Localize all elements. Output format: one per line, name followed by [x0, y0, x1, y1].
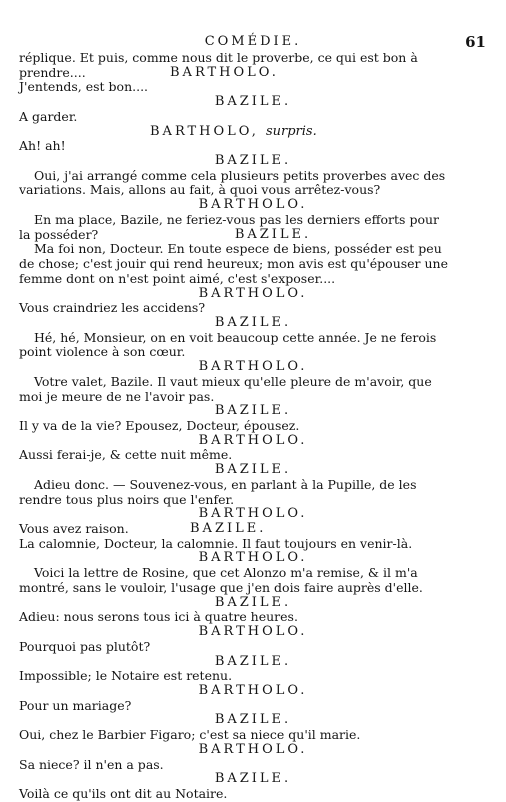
dialogue-line: femme dont on n'est point aimé, c'est s'exposer....: [19, 271, 336, 286]
stage-direction: surpris.: [265, 124, 317, 139]
dialogue-line: la posséder?: [19, 227, 99, 242]
speaker-name: BARTHOLO.: [198, 433, 308, 448]
dialogue-line: de chose; c'est jouir qui rend heureux; mon avis est qu'épouser une: [19, 256, 449, 271]
dialogue-line: En ma place, Bazile, ne feriez-vous pas les derniers efforts pour: [34, 212, 439, 227]
speaker-name: BARTHOLO.: [198, 359, 308, 374]
dialogue-line: Votre valet, Bazile. Il vaut mieux qu'elle pleure de m'avoir, que: [34, 374, 432, 389]
dialogue-line: Aussi ferai-je, & cette nuit même.: [19, 447, 233, 462]
dialogue-line: Ah! ah!: [19, 138, 66, 153]
running-header: COMÉDIE.: [204, 34, 302, 49]
speaker-name: BAZILE.: [234, 227, 312, 242]
dialogue-line: Vous avez raison.: [19, 521, 129, 536]
dialogue-line: variations. Mais, allons au fait, à quoi vous arrêtez-vous?: [19, 182, 381, 197]
dialogue-line: Oui, j'ai arrangé comme cela plusieurs petits proverbes avec des: [34, 168, 446, 183]
speaker-name: BAZILE.: [214, 403, 292, 418]
speaker-name: BARTHOLO.: [198, 286, 308, 301]
dialogue-line: point violence à son cœur.: [19, 344, 186, 359]
speaker-name: BARTHOLO.: [198, 683, 308, 698]
dialogue-line: La calomnie, Docteur, la calomnie. Il faut toujours en venir-là.: [19, 536, 413, 551]
speaker-name: BAZILE.: [214, 654, 292, 669]
dialogue-line: montré, sans le vouloir, l'usage que j'en dois faire auprès d'elle.: [19, 580, 423, 595]
speaker-name: BAZILE.: [190, 521, 267, 536]
speaker-name: BAZILE.: [214, 315, 292, 330]
dialogue-line: Oui, chez le Barbier Figaro; c'est sa niece qu'il marie.: [19, 727, 361, 742]
dialogue-line: réplique. Et puis, comme nous dit le proverbe, ce qui est bon à: [19, 50, 418, 65]
speaker-name: BAZILE.: [214, 595, 292, 610]
dialogue-line: Impossible; le Notaire est retenu.: [19, 668, 233, 683]
speaker-name: BARTHOLO.: [170, 65, 279, 80]
page-number: 61: [465, 33, 486, 51]
speaker-name: BAZILE.: [214, 462, 292, 477]
dialogue-line: moi je meure de ne l'avoir pas.: [19, 389, 215, 404]
speaker-name: BAZILE.: [214, 712, 292, 727]
speaker-name: BAZILE.: [214, 153, 292, 168]
dialogue-line: Il y va de la vie? Epousez, Docteur, épousez.: [19, 418, 300, 433]
dialogue-line: Adieu donc. — Souvenez-vous, en parlant à la Pupille, de les: [34, 477, 417, 492]
dialogue-line: Voici la lettre de Rosine, que cet Alonzo m'a remise, & il m'a: [34, 565, 418, 580]
dialogue-line: rendre tous plus noirs que l'enfer.: [19, 492, 235, 507]
dialogue-line: Vous craindriez les accidens?: [19, 300, 206, 315]
speaker-name: BAZILE.: [214, 771, 292, 786]
speaker-name: BARTHOLO.: [198, 550, 308, 565]
speaker-name: BAZILE.: [214, 94, 292, 109]
dialogue-line: Hé, hé, Monsieur, on en voit beaucoup cette année. Je ne ferois: [34, 330, 437, 345]
dialogue-line: Sa niece? il n'en a pas.: [19, 757, 164, 772]
dialogue-line: A garder.: [19, 109, 78, 124]
speaker-name: BARTHOLO.: [198, 506, 308, 521]
dialogue-line: prendre....: [19, 65, 86, 80]
speaker-label: BARTHOLO,: [150, 124, 259, 139]
dialogue-line: J'entends, est bon....: [19, 79, 149, 94]
dialogue-line: Pour un mariage?: [19, 698, 132, 713]
dialogue-line: Ma foi non, Docteur. En toute espece de biens, posséder est peu: [34, 241, 442, 256]
speaker-name: BARTHOLO.: [198, 624, 308, 639]
dialogue-line: Adieu: nous serons tous ici à quatre heures.: [19, 609, 298, 624]
speaker-name: BARTHOLO.: [198, 197, 308, 212]
dialogue-line: Pourquoi pas plutôt?: [19, 639, 151, 654]
dialogue-line: Voilà ce qu'ils ont dit au Notaire.: [19, 786, 228, 801]
speaker-name: BARTHOLO.: [198, 742, 308, 757]
